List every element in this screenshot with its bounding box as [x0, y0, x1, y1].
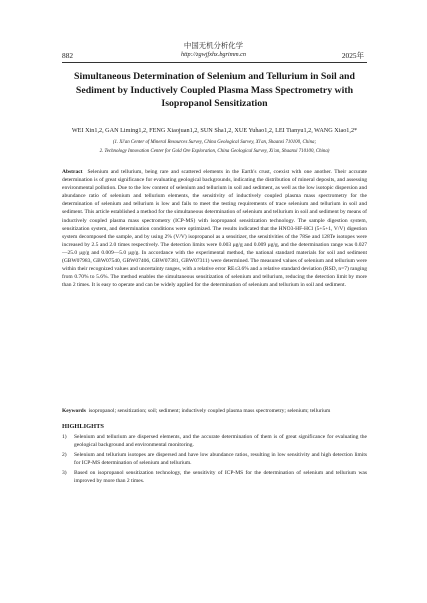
abstract-label: Abstract: [62, 169, 83, 175]
keywords-label: Keywords: [62, 408, 86, 414]
highlights-list: [62, 433, 367, 488]
affiliation-2: 2. Technology Innovation Center for Gold Ore Exploration, China Geological Survey, Xi'an, Shaanxi 710100, China): [99, 149, 330, 154]
header-divider: [62, 62, 367, 63]
author-list: WEI Xin1,2, GAN Liming1,2, FENG Xiaojuan1,2, SUN Sha1,2, XUE Yuhao1,2, LEI Tianyu1,2, WANG Xiao1,2*: [71, 127, 358, 134]
highlight-number: 1): [62, 434, 67, 440]
highlight-number: 2): [62, 452, 67, 459]
journal-url[interactable]: http://zgwjfxhx.bgrimm.cn: [181, 51, 246, 58]
keywords-text: isopropanol; sensitization; soil; sediment; inductively coupled plasma mass spectrometry; selenium; tellurium: [88, 408, 331, 414]
abstract: [62, 168, 367, 289]
highlight-number: 3): [62, 470, 67, 477]
highlight-text: Selenium and tellurium are dispersed elements, and the accurate determination of them is of great significance for evaluating the geological background and environmental monitoring.: [74, 434, 367, 449]
highlight-item: [62, 433, 367, 449]
highlight-item: [62, 469, 367, 485]
affiliation-1: (1. Xi'an Center of Mineral Resources Survey, China Geological Survey, Xi'an, Shaanxi 710100, China;: [112, 140, 317, 145]
page-number: 882: [62, 51, 74, 60]
journal-name: 中国无机分析化学: [183, 41, 244, 50]
highlight-text: Based on isopropanol sensitization technology, the sensitivity of ICP-MS for the determination of selenium and tellurium was improved by more than 2 times.: [74, 470, 367, 485]
highlight-text: Selenium and tellurium isotopes are dispersed and have low abundance ratios, resulting in low sensitivity and high detection limits for ICP-MS determination of selenium and tellurium.: [74, 452, 367, 467]
highlight-item: [62, 451, 367, 467]
keywords: [62, 407, 367, 415]
highlights-title: HIGHLIGHTS: [62, 423, 104, 430]
publication-year: 2025年: [341, 51, 364, 60]
abstract-text: Selenium and tellurium, being rare and scattered elements in the Earth's crust, coexist with one another. Their accurate determination is of great significance for evaluating geological backgrounds, indicating the distribution of mineral deposits, and assessing environmental pollution. Due to the low content of selenium and tellurium in soil and sediment, as well as the low isotopic dispersion and abundance ratio of selenium and tellurium elements, the sensitivity of inductively coupled plasma mass spectrometry for the determination of selenium and tellurium is low and fails to meet the testing requirements of trace selenium and tellurium in soil and sediment. This article established a method for the simultaneous determination of selenium and tellurium in soil and sediment by means of inductively coupled plasma mass spectrometry (ICP-MS) with isopropanol sensitization technology. The sample digestion system, sensitization system, and determination conditions were optimized. The results indicated that the HNO3-HF-HCl (5+5+1, V/V) digestion system decomposed the sample, and by using 2% (V/V) isopropanol as a sensitizer, the sensitivities of the 78Se and 128Te isotopes were increased by 2.5 and 2.0 times respectively. The detection limits were 0.003 μg/g and 0.009 μg/g, and the determination range was 0.027—25.0 μg/g and 0.009—5.0 μg/g. In accordance with the experimental method, the national standard materials for soil and sediment (GBW07983, GBW07540, GBW07406, GBW07381, GBW07311) were determined. The measured values of selenium and tellurium were within their recognized values and uncertainty ranges, with a relative error RE≤3.6% and a relative standard deviation (RSD, n=7) ranging from 0.70% to 5.6%. The method enables the simultaneous sensitization of selenium and tellurium, reducing the detection limit by more than 2 times. It is easy to operate and can be widely applied for the determination of selenium and tellurium in soil and sediment.: [62, 169, 368, 289]
paper-title: Simultaneous Determination of Selenium and Tellurium in Soil and Sediment by Inductively Coupled Plasma Mass Spectrometry with Isopropanol Sensitization: [74, 71, 355, 110]
